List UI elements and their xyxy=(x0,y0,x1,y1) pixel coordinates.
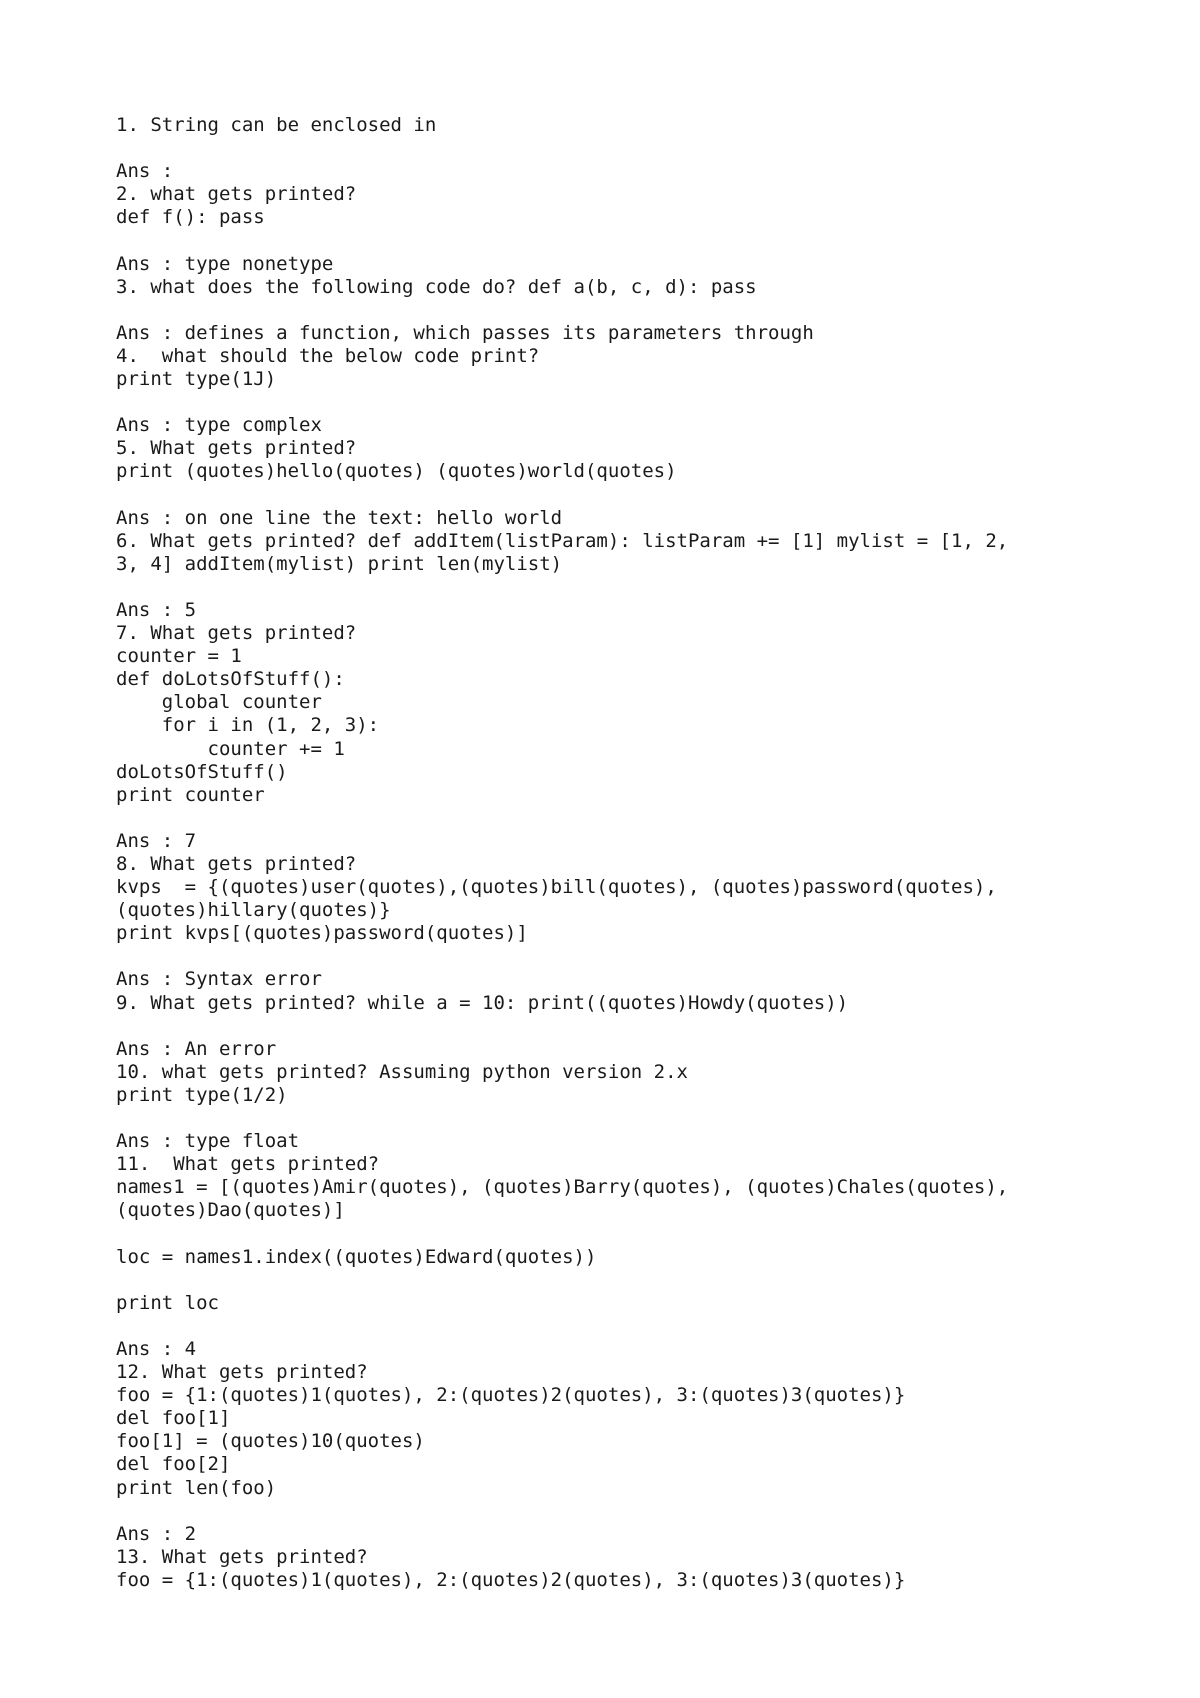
document-line: Ans : 4 xyxy=(116,1337,197,1360)
document-line: def doLotsOfStuff(): xyxy=(116,668,345,691)
document-line: 9. What gets printed? while a = 10: print((quotes)Howdy(quotes)) xyxy=(116,991,849,1014)
document-line xyxy=(116,1315,1126,1338)
document-line: 13. What gets printed? xyxy=(116,1545,368,1568)
document-line: for i in (1, 2, 3): xyxy=(116,714,380,737)
document-line: Ans : on one line the text: hello world xyxy=(116,506,563,529)
document-line: 11. What gets printed? xyxy=(116,1153,380,1176)
document-line: 12. What gets printed? xyxy=(116,1361,368,1384)
document-line: Ans : 2 xyxy=(116,1522,197,1545)
document-line xyxy=(116,299,1126,322)
document-line: Ans : 5 xyxy=(116,598,197,621)
document-line: print kvps[(quotes)password(quotes)] xyxy=(116,922,528,945)
document-line xyxy=(116,1223,1126,1246)
document-line: Ans : xyxy=(116,160,174,183)
document-line: del foo[1] xyxy=(116,1407,231,1430)
document-line: Ans : Syntax error xyxy=(116,968,322,991)
document-line xyxy=(116,1107,1126,1130)
document-line: 1. String can be enclosed in xyxy=(116,114,437,136)
document-line: Ans : type nonetype xyxy=(116,252,334,275)
document-line: print counter xyxy=(116,783,265,806)
document-line: 6. What gets printed? def addItem(listParam): listParam += [1] mylist = [1, 2, xyxy=(116,529,1009,552)
document-line xyxy=(116,1500,1126,1523)
document-line: 5. What gets printed? xyxy=(116,437,357,460)
document-line: 10. what gets printed? Assuming python version 2.x xyxy=(116,1060,688,1083)
document-line: 8. What gets printed? xyxy=(116,853,357,875)
document-line: print type(1J) xyxy=(116,368,277,391)
document-line: print type(1/2) xyxy=(116,1083,288,1106)
document-line: 7. What gets printed? xyxy=(116,622,357,645)
document-line: global counter xyxy=(116,691,322,714)
document-line: del foo[2] xyxy=(116,1453,231,1476)
document-line xyxy=(116,1269,1126,1292)
document-line xyxy=(116,807,1126,830)
document-line: 3. what does the following code do? def a(b, c, d): pass xyxy=(116,275,757,298)
document-line xyxy=(116,484,1126,507)
document-line: counter += 1 xyxy=(116,737,345,760)
document-line: Ans : type complex xyxy=(116,414,322,437)
document-line: 3, 4] addItem(mylist) print len(mylist) xyxy=(116,552,563,575)
document-line: Ans : 7 xyxy=(116,829,197,852)
document-line: kvps = {(quotes)user(quotes),(quotes)bill(quotes), (quotes)password(quotes), xyxy=(116,876,997,899)
document-line: (quotes)hillary(quotes)} xyxy=(116,899,391,922)
document-line: 4. what should the below code print? xyxy=(116,344,540,367)
document-line: counter = 1 xyxy=(116,645,242,668)
document-line: 2. what gets printed? xyxy=(116,183,357,206)
document-line: foo[1] = (quotes)10(quotes) xyxy=(116,1430,425,1453)
document-line: def f(): pass xyxy=(116,206,265,229)
document-line: doLotsOfStuff() xyxy=(116,760,288,783)
document-line: names1 = [(quotes)Amir(quotes), (quotes)Barry(quotes), (quotes)Chales(quotes), xyxy=(116,1176,1009,1199)
document-line xyxy=(116,137,1126,160)
document-line: Ans : type float xyxy=(116,1130,300,1153)
document-line: Ans : defines a function, which passes its parameters through xyxy=(116,321,814,344)
document-line xyxy=(116,576,1126,599)
document-line xyxy=(116,945,1126,968)
document-line: Ans : An error xyxy=(116,1037,277,1060)
document-line: foo = {1:(quotes)1(quotes), 2:(quotes)2(quotes), 3:(quotes)3(quotes)} xyxy=(116,1568,906,1591)
document-line: (quotes)Dao(quotes)] xyxy=(116,1199,345,1222)
document-line: loc = names1.index((quotes)Edward(quotes)) xyxy=(116,1245,597,1268)
document-line: print len(foo) xyxy=(116,1476,277,1499)
document-text xyxy=(116,114,1126,1592)
document-line: print (quotes)hello(quotes) (quotes)world(quotes) xyxy=(116,460,677,483)
document-line: print loc xyxy=(116,1291,219,1314)
document-line xyxy=(116,229,1126,252)
document-line: foo = {1:(quotes)1(quotes), 2:(quotes)2(quotes), 3:(quotes)3(quotes)} xyxy=(116,1384,906,1407)
document-line xyxy=(116,1015,1126,1038)
document-line xyxy=(116,391,1126,414)
